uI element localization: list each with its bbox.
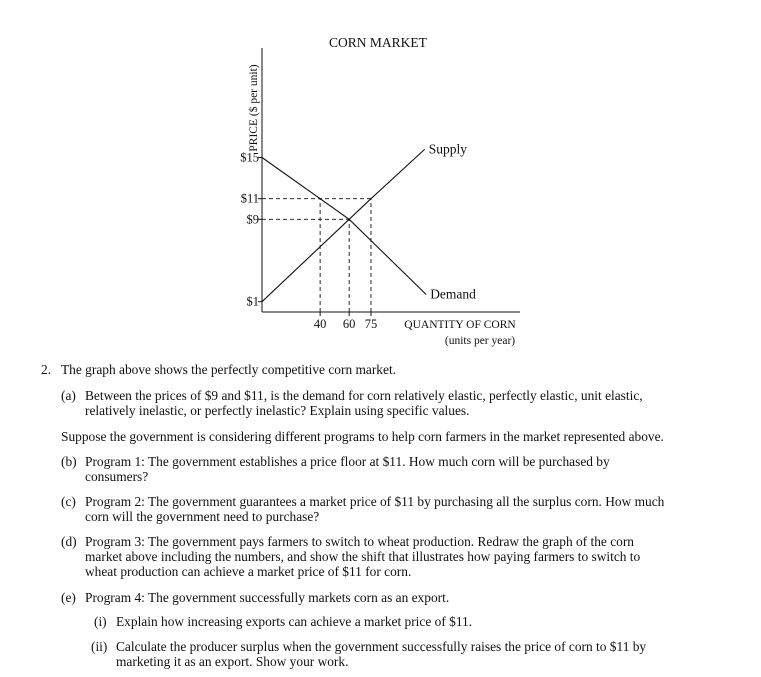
y-tick-label: $9 bbox=[246, 212, 259, 227]
question-number: 2. bbox=[41, 362, 52, 377]
suppose-text: Suppose the government is considering different programs to help corn farmers in the market represented above. bbox=[61, 429, 664, 444]
part-d-line3: wheat production can achieve a market price of $11 for corn. bbox=[85, 564, 412, 579]
part-d-line2: market above including the numbers, and show the shift that illustrates how paying farmers to switch to bbox=[85, 549, 641, 564]
part-e-ii-line2: marketing it as an export. Show your work. bbox=[116, 654, 349, 669]
part-d-label: (d) bbox=[61, 534, 77, 549]
y-tick-label: $1 bbox=[246, 294, 259, 309]
part-a-label: (a) bbox=[61, 388, 76, 403]
demand-curve bbox=[262, 158, 426, 295]
y-tick-label: $11 bbox=[240, 191, 259, 206]
part-a-line1: Between the prices of $9 and $11, is the demand for corn relatively elastic, perfectly elastic, unit elastic, bbox=[85, 388, 643, 403]
x-tick-label: 40 bbox=[313, 317, 327, 331]
part-e-label: (e) bbox=[61, 590, 76, 605]
demand-label: Demand bbox=[430, 286, 476, 302]
supply-label: Supply bbox=[428, 141, 468, 157]
chart-title: CORN MARKET bbox=[329, 35, 427, 50]
part-c-label: (c) bbox=[61, 494, 76, 509]
supply-curve bbox=[262, 149, 425, 301]
part-b-label: (b) bbox=[61, 454, 77, 469]
part-e-ii-line1: Calculate the producer surplus when the government successfully raises the price of corn to $11 by bbox=[116, 639, 647, 654]
x-axis-sublabel: (units per year) bbox=[444, 335, 516, 347]
part-e-line1: Program 4: The government successfully markets corn as an export. bbox=[85, 590, 450, 605]
x-axis-label: QUANTITY OF CORN bbox=[404, 319, 516, 331]
question-stem: The graph above shows the perfectly competitive corn market. bbox=[61, 362, 397, 377]
part-e-i-line1: Explain how increasing exports can achieve a market price of $11. bbox=[116, 614, 473, 629]
part-b-line1: Program 1: The government establishes a price floor at $11. How much corn will be purchased by bbox=[85, 454, 610, 469]
y-axis-label: PRICE ($ per unit) bbox=[248, 64, 260, 152]
x-tick-label: 60 bbox=[342, 317, 356, 331]
part-c-line1: Program 2: The government guarantees a market price of $11 by purchasing all the surplus corn. How much bbox=[85, 494, 665, 509]
x-tick-label: 75 bbox=[364, 317, 378, 331]
part-d-line1: Program 3: The government pays farmers to switch to wheat production. Redraw the graph of the corn bbox=[85, 534, 634, 549]
part-b-line2: consumers? bbox=[85, 469, 149, 484]
part-e-i-label: (i) bbox=[94, 614, 107, 629]
part-e-ii-label: (ii) bbox=[91, 639, 108, 654]
part-c-line2: corn will the government need to purchase? bbox=[85, 509, 320, 524]
part-a-line2: relatively inelastic, or perfectly inelastic? Explain using specific values. bbox=[85, 403, 470, 418]
y-tick-label: $15 bbox=[240, 150, 259, 165]
